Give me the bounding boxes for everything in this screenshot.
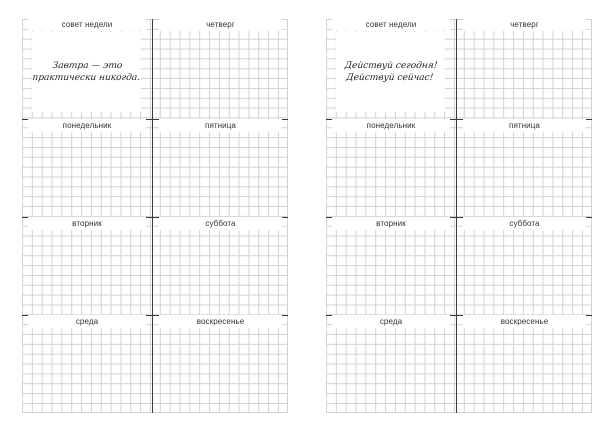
cell-label: суббота — [159, 217, 282, 230]
day-cell-tuesday[interactable] — [326, 218, 456, 315]
tip-text — [31, 60, 141, 84]
day-cell-thursday[interactable] — [457, 19, 592, 119]
cell-label: воскресенье — [159, 315, 282, 328]
cell-label: пятница — [159, 119, 282, 132]
tip-of-week-cell — [22, 19, 152, 119]
tip-box — [32, 32, 141, 112]
tip-line: Завтра — это — [51, 61, 123, 71]
tip-line: Действуй сейчас! — [345, 73, 434, 83]
cell-label: вторник — [28, 217, 146, 230]
day-cell-saturday[interactable] — [457, 218, 592, 315]
cell-label: совет недели — [28, 18, 146, 31]
day-cell-thursday[interactable] — [153, 19, 288, 119]
cell-label: пятница — [463, 119, 586, 132]
day-cell-friday[interactable] — [153, 120, 288, 217]
day-cell-wednesday[interactable] — [22, 316, 152, 413]
tip-text — [343, 60, 438, 84]
cell-label: воскресенье — [463, 315, 586, 328]
day-cell-monday[interactable] — [22, 120, 152, 217]
cell-label: четверг — [159, 18, 282, 31]
cell-label: понедельник — [332, 119, 450, 132]
cell-label: среда — [28, 315, 146, 328]
cell-label: вторник — [332, 217, 450, 230]
tip-line: Действуй сегодня! — [344, 61, 438, 71]
tip-line: практически никогда. — [31, 73, 141, 83]
cell-label: среда — [332, 315, 450, 328]
day-cell-friday[interactable] — [457, 120, 592, 217]
day-cell-sunday[interactable] — [457, 316, 592, 413]
tip-box — [336, 32, 445, 112]
planner-page-right — [326, 19, 592, 413]
planner-page-left — [22, 19, 288, 413]
cell-label: понедельник — [28, 119, 146, 132]
day-cell-tuesday[interactable] — [22, 218, 152, 315]
tip-of-week-cell — [326, 19, 456, 119]
day-cell-monday[interactable] — [326, 120, 456, 217]
day-cell-wednesday[interactable] — [326, 316, 456, 413]
cell-label: совет недели — [332, 18, 450, 31]
cell-label: четверг — [463, 18, 586, 31]
day-cell-sunday[interactable] — [153, 316, 288, 413]
cell-label: суббота — [463, 217, 586, 230]
day-cell-saturday[interactable] — [153, 218, 288, 315]
